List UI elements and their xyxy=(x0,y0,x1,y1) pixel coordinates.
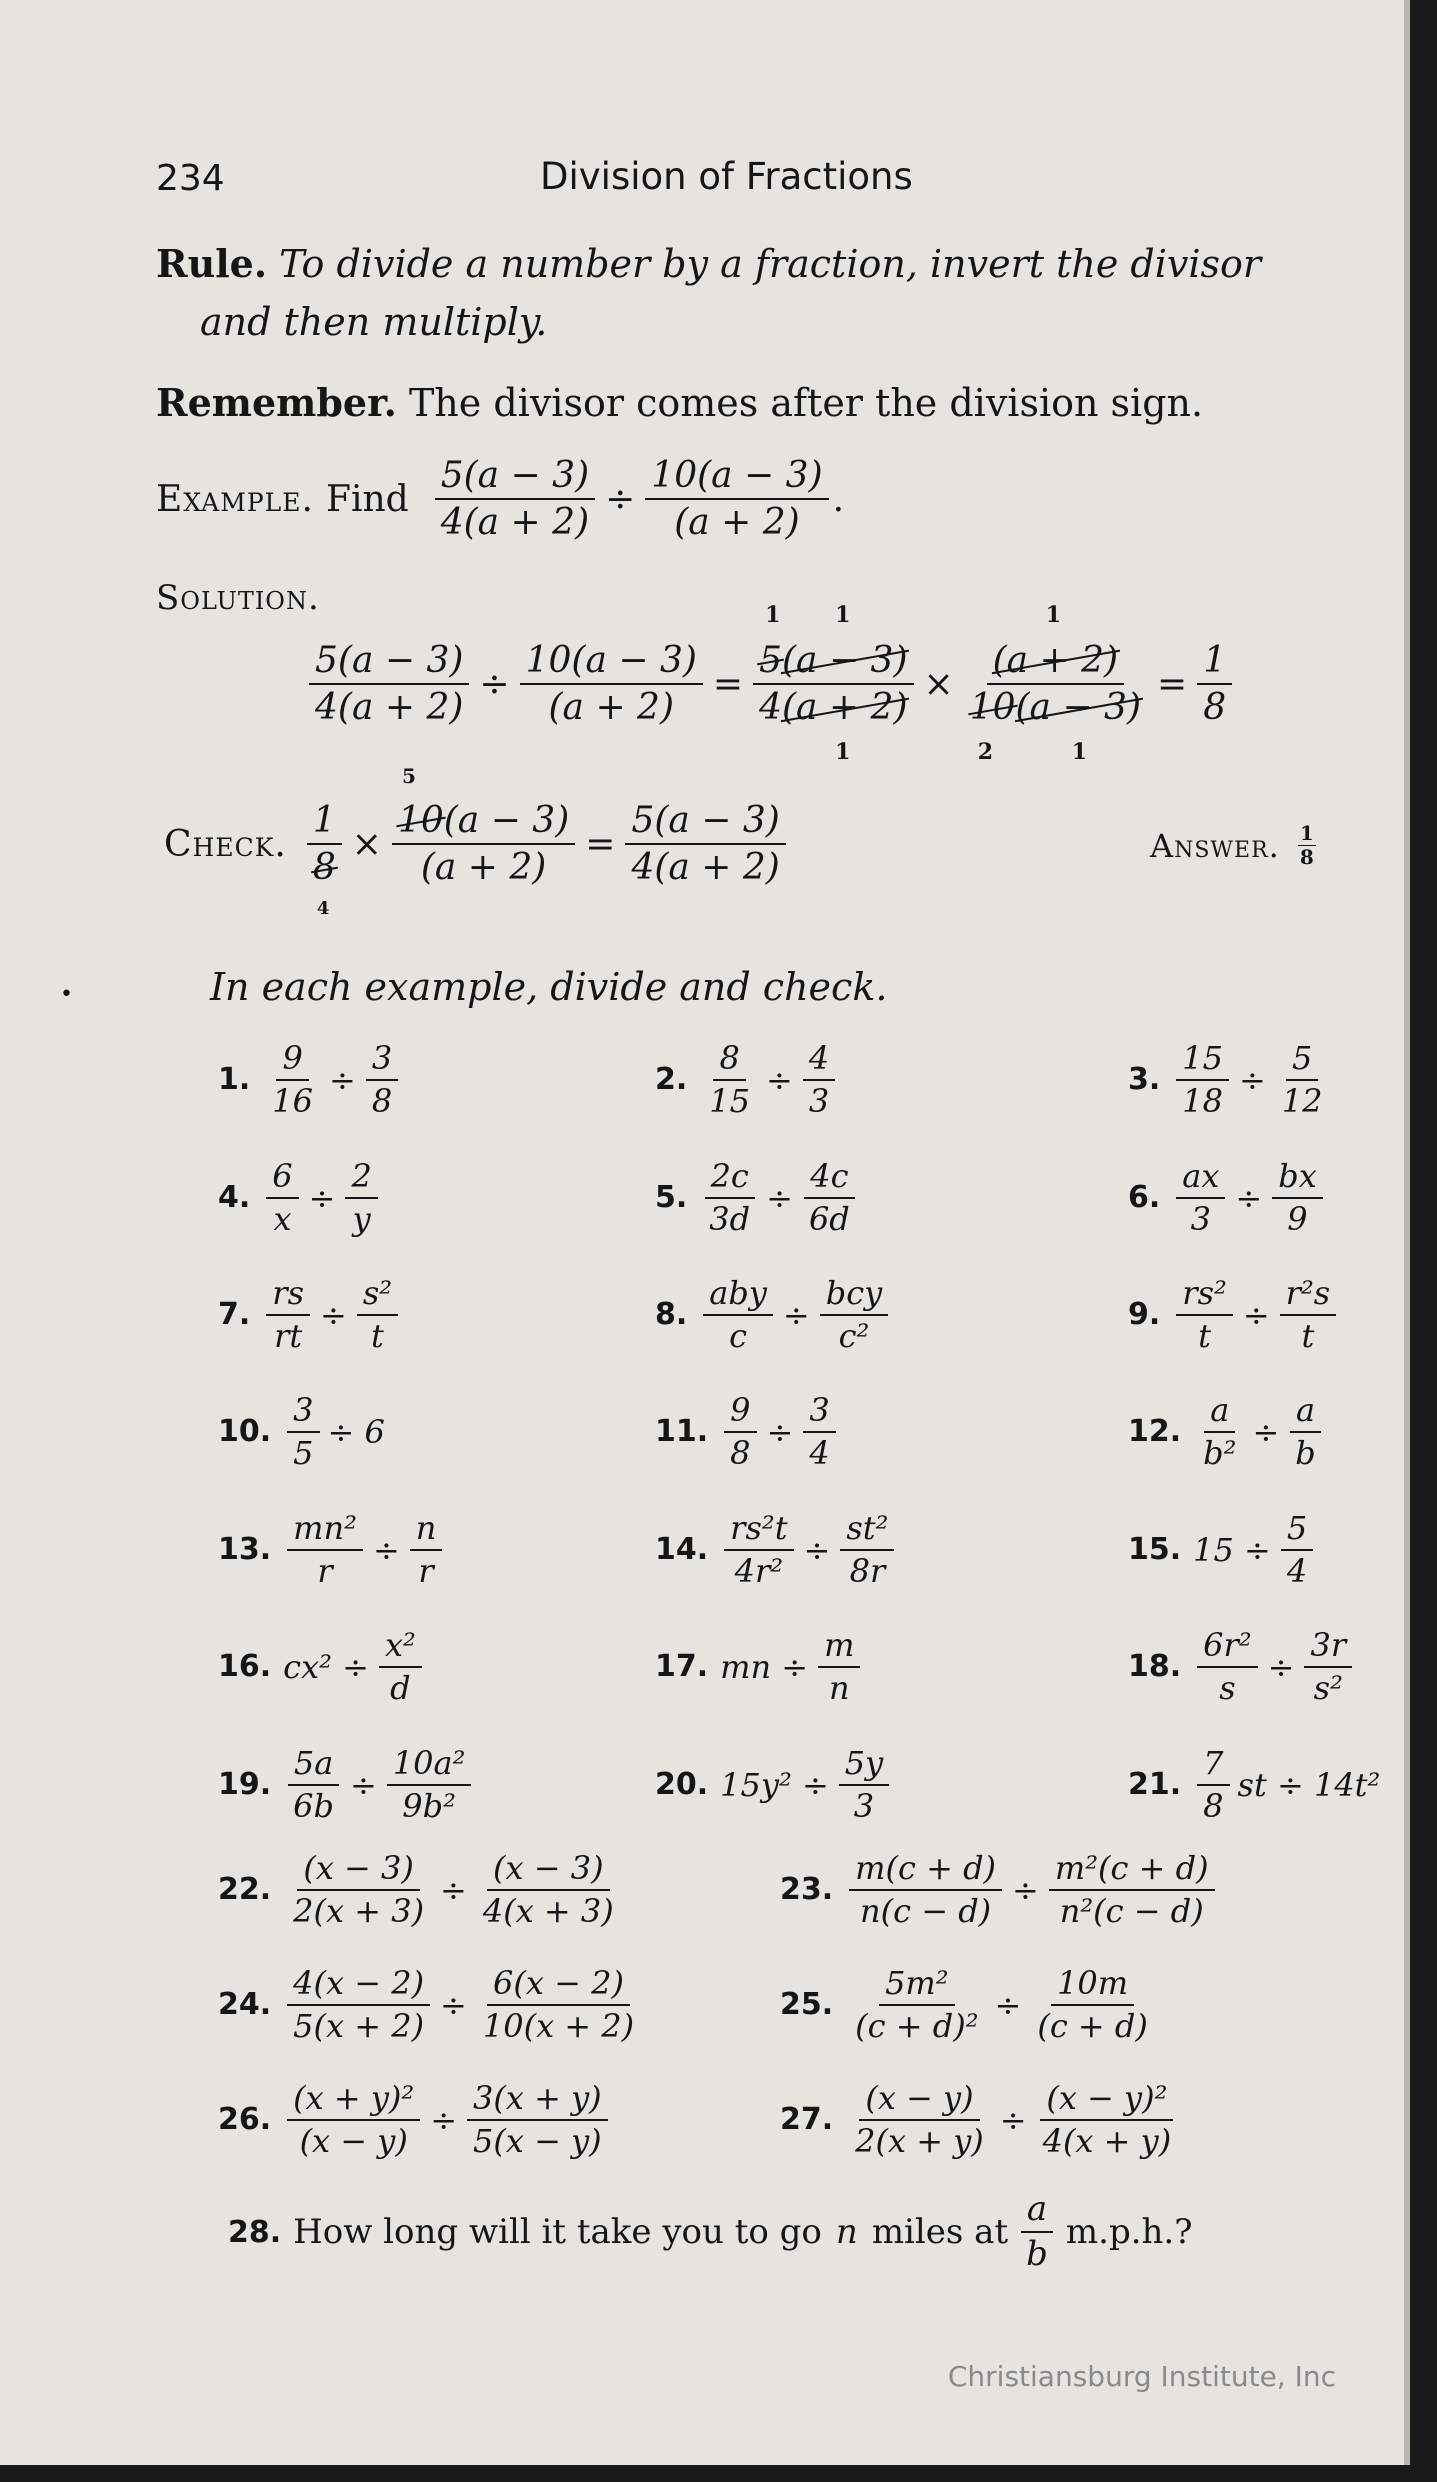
exercise-fraction-b: $\frac{\text{st²}}{8r}$ xyxy=(840,1510,894,1590)
watermark: Christiansburg Institute, Inc xyxy=(947,2360,1336,2393)
exercise-item: 5. $\frac{2c}{3d}$ ÷ $\frac{4c}{6d}$ xyxy=(655,1158,860,1238)
exercise-item: 19. $\frac{5a}{6b}$ ÷ $\frac{\text{10a²}}{\text{9b²}}$ xyxy=(218,1745,475,1825)
example-find: Find xyxy=(325,478,409,520)
exercise-fraction-b: $\frac{\text{10a²}}{\text{9b²}}$ xyxy=(387,1745,472,1825)
exercise-item: 3. $\frac{15}{18}$ ÷ $\frac{5}{12}$ xyxy=(1128,1040,1333,1120)
exercise-fraction-b: $\frac{\text{x²}}{d}$ xyxy=(379,1627,422,1707)
period: . xyxy=(832,478,845,520)
exercise-fraction-b: $\frac{bx}{9}$ xyxy=(1272,1158,1323,1238)
exercise-item: 2. $\frac{8}{15}$ ÷ $\frac{4}{3}$ xyxy=(655,1040,839,1120)
exercise-item: 13. $\frac{\text{mn²}}{r}$ ÷ $\frac{n}{r}$ xyxy=(218,1510,446,1590)
exercise-fraction-a: $\frac{3}{5}$ xyxy=(287,1392,319,1472)
exercise-fraction-a: $\frac{\text{5m²}}{\text{(c + d)²}}$ xyxy=(855,1964,979,2045)
exercise-fraction-a: $\frac{\text{6r²}}{s}$ xyxy=(1197,1627,1257,1707)
exercise-fraction-b: $\frac{3r}{\text{s²}}$ xyxy=(1304,1627,1352,1707)
remember-label: Remember. xyxy=(156,380,397,425)
exercise-fraction-b: $\frac{10m}{(c + d)}$ xyxy=(1037,1964,1148,2045)
solution-fraction-2: $\frac{10(a - 3)}{(a + 2)}$ xyxy=(520,640,703,729)
check-fraction-1: 1 8 4 xyxy=(307,800,342,889)
exercise-item: 20. 15y² ÷ $\frac{5y}{3}$ xyxy=(655,1745,893,1825)
page-title: Division of Fractions xyxy=(540,155,913,198)
problem-28: 28. How long will it take you to go n miles at $\frac{a}{b}$ m.p.h.? xyxy=(228,2189,1193,2275)
exercise-item: 23. $\frac{m(c + d)}{n(c - d)}$ ÷ $\frac{\text{m²(c + d)}}{\text{n²(c − d)}}$ xyxy=(780,1850,1219,1930)
exercise-item: 15. 15 ÷ $\frac{5}{4}$ xyxy=(1128,1510,1317,1590)
exercise-fraction-a: $\frac{2c}{3d}$ xyxy=(703,1158,756,1238)
exercise-item: 21. $\frac{7}{8}$ st ÷ 14t² xyxy=(1128,1744,1381,1825)
exercise-fraction-a: $\frac{a}{\text{b²}}$ xyxy=(1203,1391,1237,1472)
exercise-fraction-a: $\frac{7}{8}$ xyxy=(1197,1745,1229,1825)
rule-label: Rule. xyxy=(156,241,268,286)
exercise-item: 8. $\frac{\text{aby}}{c}$ ÷ $\frac{\text{bcy}}{\text{c²}}$ xyxy=(655,1275,892,1355)
exercise-fraction-a: $\frac{6}{x}$ xyxy=(266,1158,298,1238)
solution-fraction-4-cancelled: 1 (a + 2) 10(a − 3) 2 1 xyxy=(969,602,1142,765)
exercise-fraction-a: $\frac{15}{18}$ xyxy=(1176,1040,1229,1120)
exercise-fraction-a: $\frac{\text{rs²t}}{\text{4r²}}$ xyxy=(724,1510,793,1590)
exercise-fraction-b: $\frac{4}{3}$ xyxy=(803,1040,835,1120)
divide-sign: ÷ xyxy=(605,478,636,520)
exercise-fraction-b: $\frac{5}{12}$ xyxy=(1281,1039,1323,1120)
exercise-item: 10. $\frac{3}{5}$ ÷ 6 xyxy=(218,1391,385,1472)
exercise-fraction-b: $\frac{5}{4}$ xyxy=(1281,1510,1313,1590)
example-fraction-1: $\frac{5(a - 3)}{4(a + 2)}$ xyxy=(435,455,595,544)
solution-label: Solution. xyxy=(156,578,320,618)
exercise-item: 17. mn ÷ $\frac{m}{n}$ xyxy=(655,1627,864,1707)
exercise-fraction-a: $\frac{\text{mn²}}{r}$ xyxy=(287,1510,363,1590)
exercise-fraction-a: $\frac{\text{rs²}}{t}$ xyxy=(1176,1275,1233,1355)
exercise-fraction-a: $\frac{rs}{rt}$ xyxy=(266,1275,310,1355)
exercise-fraction-b: $\frac{\text{(x − y)²}}{4(x + y)}$ xyxy=(1037,2080,1178,2160)
exercise-fraction-b: $\frac{6(x - 2)}{10(x + 2)}$ xyxy=(482,1964,635,2045)
exercise-fraction-a: $\frac{9}{8}$ xyxy=(724,1392,756,1472)
exercise-item: 27. $\frac{(x - y)}{2(x + y)}$ ÷ $\frac{\text{(x − y)²}}{4(x + y)}$ xyxy=(780,2080,1181,2160)
exercise-fraction-a: $\frac{8}{15}$ xyxy=(709,1039,750,1120)
exercise-item: 1. $\frac{9}{16}$ ÷ $\frac{3}{8}$ xyxy=(218,1040,402,1120)
exercise-item: 26. $\frac{\text{(x + y)²}}{(x - y)}$ ÷ $\frac{3(x + y)}{5(x - y)}$ xyxy=(218,2080,612,2160)
solution-fraction-3-cancelled: 1 1 5(a − 3) 4(a + 2) 1 xyxy=(753,640,913,729)
exercise-item: 4. $\frac{6}{x}$ ÷ $\frac{2}{y}$ xyxy=(218,1158,382,1238)
exercise-fraction-b: $\frac{3(x + y)}{5(x - y)}$ xyxy=(467,2080,608,2160)
page-number: 234 xyxy=(156,158,225,199)
exercise-fraction-b: $\frac{n}{r}$ xyxy=(410,1510,443,1590)
check-label: Check. xyxy=(164,823,287,865)
exercise-fraction-b: $\frac{2}{y}$ xyxy=(345,1158,377,1238)
exercise-fraction-b: $\frac{3}{8}$ xyxy=(366,1040,398,1120)
instructions: In each example, divide and check. xyxy=(210,965,888,1009)
exercise-item: 24. $\frac{4(x - 2)}{5(x + 2)}$ ÷ $\frac{6(x - 2)}{10(x + 2)}$ xyxy=(218,1965,644,2045)
exercise-fraction-b: $\frac{4c}{6d}$ xyxy=(803,1158,856,1238)
exercise-item: 9. $\frac{\text{rs²}}{t}$ ÷ $\frac{\text{r²s}}{t}$ xyxy=(1128,1275,1340,1355)
rule-text-line2: and then multiply. xyxy=(200,300,548,344)
exercise-item: 25. $\frac{\text{5m²}}{\text{(c + d)²}}$ ÷ $\frac{10m}{(c + d)}$ xyxy=(780,1965,1158,2045)
exercise-item: 18. $\frac{\text{6r²}}{s}$ ÷ $\frac{3r}{\text{s²}}$ xyxy=(1128,1627,1356,1707)
exercise-fraction-b: $\frac{a}{b}$ xyxy=(1289,1392,1321,1472)
exercise-item: 12. $\frac{a}{\text{b²}}$ ÷ $\frac{a}{b}$ xyxy=(1128,1392,1326,1472)
exercise-fraction-b: $\frac{5y}{3}$ xyxy=(839,1745,889,1825)
rule-paragraph xyxy=(156,235,1356,351)
exercise-fraction-b: $\frac{\text{bcy}}{\text{c²}}$ xyxy=(820,1275,888,1355)
exercise-item: 6. $\frac{ax}{3}$ ÷ $\frac{bx}{9}$ xyxy=(1128,1158,1327,1238)
exercise-fraction-a: $\frac{\text{(x + y)²}}{(x - y)}$ xyxy=(287,2080,420,2160)
exercise-fraction-b: $\frac{(x - 3)}{4(x + 3)}$ xyxy=(482,1849,614,1930)
check-fraction-2: 5 10(a − 3) (a + 2) xyxy=(392,800,575,889)
exercise-fraction-a: $\frac{(x - y)}{2(x + y)}$ xyxy=(855,2079,984,2160)
remember-paragraph xyxy=(156,380,1203,425)
exercise-fraction-a: $\frac{9}{16}$ xyxy=(272,1039,313,1120)
rule-text-line1: To divide a number by a fraction, invert the divisor xyxy=(279,242,1262,286)
solution-fraction-1: $\frac{5(a - 3)}{4(a + 2)}$ xyxy=(309,640,469,729)
exercise-fraction-b: $\frac{m}{n}$ xyxy=(818,1627,860,1707)
answer-label: Answer. xyxy=(1150,826,1280,865)
solution-equation: $\frac{5(a - 3)}{4(a + 2)}$ ÷ $\frac{10(a - 3)}{(a + 2)}$ = 1 1 5(a − 3) 4(a + 2) 1 × 1 (a + 2) 10(a − 3) 2 1 = $\frac{1}{8}$ xyxy=(305,640,1236,729)
exercise-item: 16. cx² ÷ $\frac{\text{x²}}{d}$ xyxy=(218,1627,426,1707)
margin-dot: • xyxy=(60,982,73,1007)
exercise-fraction-a: $\frac{\text{aby}}{c}$ xyxy=(703,1275,773,1355)
exercise-fraction-a: $\frac{ax}{3}$ xyxy=(1176,1158,1225,1238)
check-fraction-3: $\frac{5(a - 3)}{4(a + 2)}$ xyxy=(625,800,785,889)
exercise-fraction-b: $\frac{\text{m²(c + d)}}{\text{n²(c − d)}}$ xyxy=(1049,1850,1215,1930)
example-line xyxy=(156,455,844,544)
solution-result: $\frac{1}{8}$ xyxy=(1197,640,1232,729)
remember-text: The divisor comes after the division sign. xyxy=(408,381,1204,425)
example-fraction-2: $\frac{10(a - 3)}{(a + 2)}$ xyxy=(645,455,828,544)
check-equation: Check. 1 8 4 × 5 10(a − 3) (a + 2) = $\frac{5(a - 3)}{4(a + 2)}$ xyxy=(164,800,790,889)
exercise-fraction-a: $\frac{m(c + d)}{n(c - d)}$ xyxy=(849,1850,1002,1930)
problem-28-fraction: $\frac{a}{b}$ xyxy=(1020,2190,1054,2274)
exercise-item: 14. $\frac{\text{rs²t}}{\text{4r²}}$ ÷ $\frac{\text{st²}}{8r}$ xyxy=(655,1510,898,1590)
exercise-item: 11. $\frac{9}{8}$ ÷ $\frac{3}{4}$ xyxy=(655,1392,840,1472)
exercise-fraction-a: $\frac{(x - 3)}{2(x + 3)}$ xyxy=(293,1849,425,1930)
answer-fraction: $\frac{1}{8}$ xyxy=(1299,821,1314,869)
exercise-item: 7. $\frac{rs}{rt}$ ÷ $\frac{\text{s²}}{t}$ xyxy=(218,1275,402,1355)
exercise-fraction-a: $\frac{5a}{6b}$ xyxy=(287,1745,340,1825)
exercise-fraction-b: $\frac{\text{r²s}}{t}$ xyxy=(1280,1275,1337,1355)
answer xyxy=(1150,822,1320,869)
exercise-item: 22. $\frac{(x - 3)}{2(x + 3)}$ ÷ $\frac{(x - 3)}{4(x + 3)}$ xyxy=(218,1850,624,1930)
exercise-fraction-a: $\frac{4(x - 2)}{5(x + 2)}$ xyxy=(287,1965,430,2045)
example-label: Example. xyxy=(156,478,314,520)
exercise-fraction-b: $\frac{\text{s²}}{t}$ xyxy=(357,1275,398,1355)
exercise-fraction-b: $\frac{3}{4}$ xyxy=(803,1392,835,1472)
